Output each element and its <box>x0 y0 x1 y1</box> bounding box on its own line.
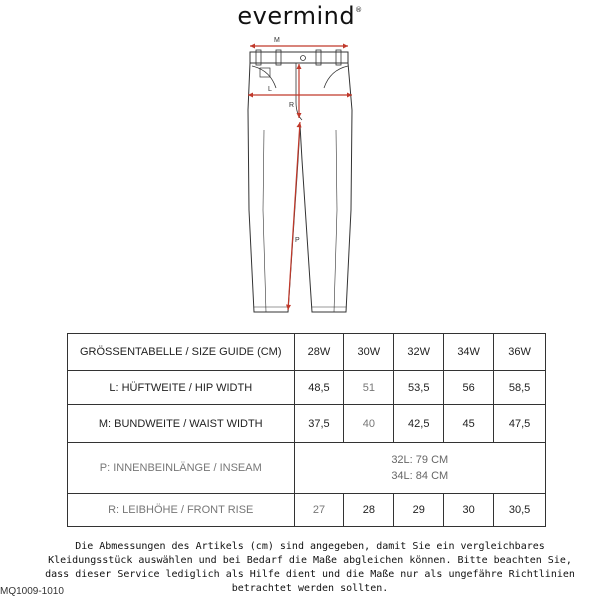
button <box>301 56 306 61</box>
size-header: 32W <box>394 334 444 371</box>
table-cell: 29 <box>394 494 444 527</box>
table-cell: 30,5 <box>494 494 546 527</box>
table-cell: 37,5 <box>294 405 344 443</box>
inseam-value: 32L: 79 CM <box>391 454 449 466</box>
brand-logo <box>0 2 600 30</box>
leg-seam <box>263 130 266 312</box>
table-cell: 48,5 <box>294 371 344 405</box>
brand-name: evermind <box>237 2 356 30</box>
inseam-measure-line <box>288 122 300 310</box>
size-header: 36W <box>494 334 546 371</box>
size-guide-table <box>67 333 546 527</box>
jeans-diagram <box>230 30 370 320</box>
size-header: 30W <box>344 334 394 371</box>
product-code: MQ1009-1010 <box>0 586 64 597</box>
waistband <box>250 52 348 63</box>
disclaimer-note <box>40 540 580 596</box>
table-cell: 42,5 <box>394 405 444 443</box>
registered-mark: ® <box>355 6 363 14</box>
jeans-outline <box>248 63 352 312</box>
table-cell: 45 <box>444 405 494 443</box>
table-row <box>68 371 546 405</box>
size-header: 28W <box>294 334 344 371</box>
table-row <box>68 405 546 443</box>
arrow-head <box>297 113 302 118</box>
table-cell: 58,5 <box>494 371 546 405</box>
row-label-inseam: P: INNENBEINLÄNGE / INSEAM <box>68 443 295 494</box>
note-line: Die Abmessungen des Artikels (cm) sind angegeben, damit Sie ein vergleichbares <box>75 541 545 552</box>
table-title: GRÖSSENTABELLE / SIZE GUIDE (CM) <box>68 334 295 371</box>
row-label-rise: R: LEIBHÖHE / FRONT RISE <box>68 494 295 527</box>
table-row <box>68 443 546 494</box>
table-row <box>68 494 546 527</box>
leg-seam <box>334 130 337 312</box>
label-m: M <box>274 37 280 44</box>
note-line: Kleidungsstück auswählen und bei Bedarf die Maße abgleichen können. Bitte beachten Sie, <box>48 555 572 566</box>
inseam-value: 34L: 84 CM <box>391 470 449 482</box>
label-l: L <box>268 86 272 93</box>
row-label-waist: M: BUNDWEITE / WAIST WIDTH <box>68 405 295 443</box>
size-header: 34W <box>444 334 494 371</box>
table-cell: 40 <box>344 405 394 443</box>
table-cell: 53,5 <box>394 371 444 405</box>
label-p: P <box>295 237 300 244</box>
table-cell: 51 <box>344 371 394 405</box>
table-cell: 28 <box>344 494 394 527</box>
inseam-cell <box>294 443 545 494</box>
arrow-head <box>297 122 302 128</box>
table-cell: 30 <box>444 494 494 527</box>
row-label-hip: L: HÜFTWEITE / HIP WIDTH <box>68 371 295 405</box>
note-line: betrachtet werden sollten. <box>231 583 389 594</box>
label-r: R <box>289 102 295 109</box>
arrow-head <box>343 44 348 49</box>
table-cell: 56 <box>444 371 494 405</box>
table-cell: 47,5 <box>494 405 546 443</box>
table-cell: 27 <box>294 494 344 527</box>
note-line: dass dieser Service lediglich als Hilfe dient und die Maße nur als ungefähre Richtlinien <box>45 569 575 580</box>
arrow-head <box>250 44 255 49</box>
arrow-head <box>297 64 302 69</box>
table-header-row <box>68 334 546 371</box>
right-pocket <box>324 66 348 88</box>
